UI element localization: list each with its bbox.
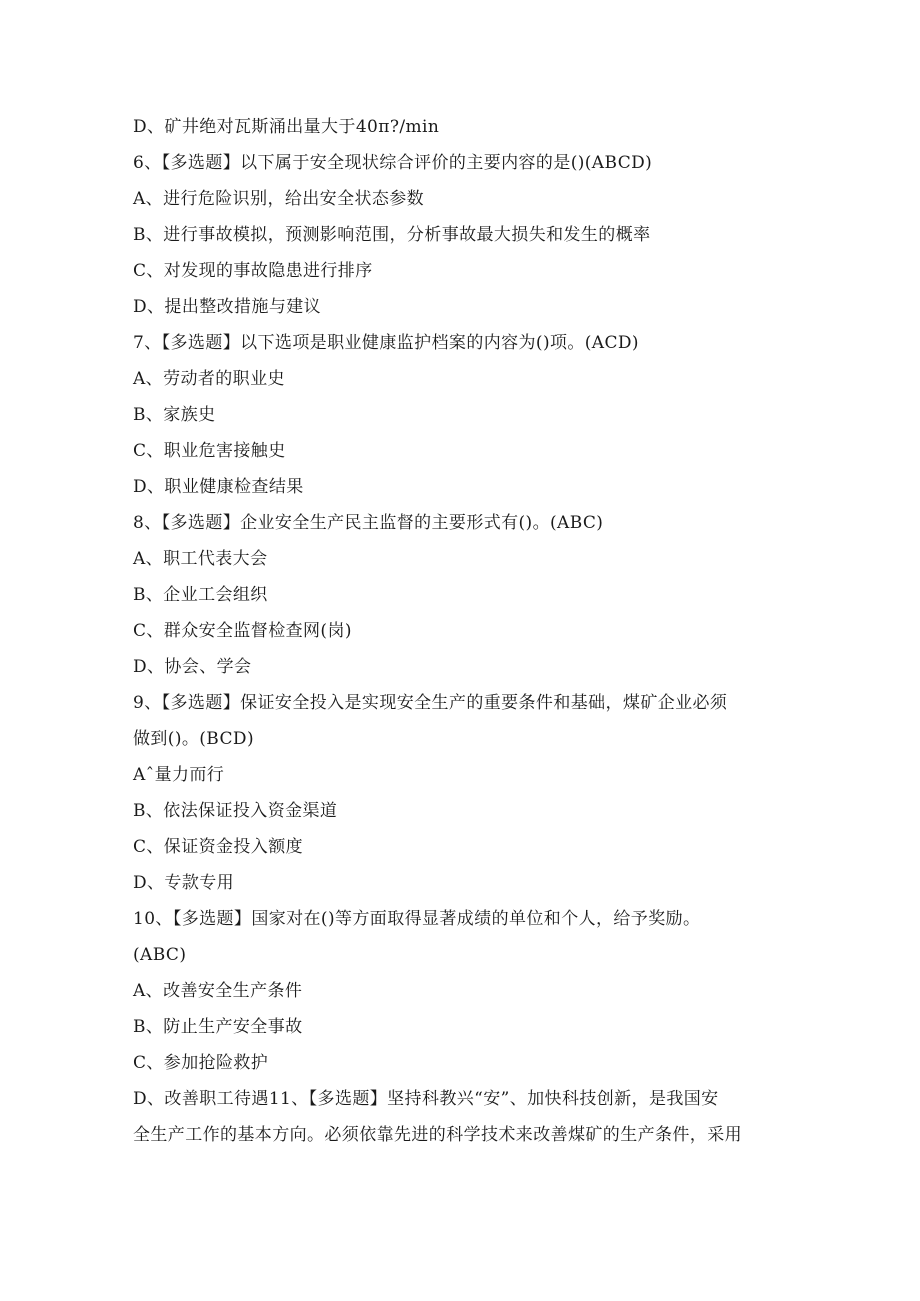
q6-option-d: D、提出整改措施与建议 bbox=[133, 297, 322, 317]
q9-option-d: D、专款专用 bbox=[133, 873, 235, 893]
q8-option-c: C、群众安全监督检查网(岗) bbox=[133, 621, 352, 641]
q9-option-a: Aˆ量力而行 bbox=[133, 765, 225, 785]
q10-option-b: B、防止生产安全事故 bbox=[133, 1017, 303, 1037]
q8-option-d: D、协会、学会 bbox=[133, 657, 252, 677]
question-11-continued: 全生产工作的基本方向。必须依靠先进的科学技术来改善煤矿的生产条件，采用 bbox=[133, 1125, 742, 1145]
text-line-1: D、矿井绝对瓦斯涌出量大于40π?/min bbox=[133, 117, 440, 137]
q7-option-a: A、劳动者的职业史 bbox=[133, 369, 285, 389]
question-7: 7、【多选题】以下选项是职业健康监护档案的内容为()项。(ACD) bbox=[133, 333, 639, 353]
q7-option-b: B、家族史 bbox=[133, 405, 216, 425]
q6-option-b: B、进行事故模拟，预测影响范围，分析事故最大损失和发生的概率 bbox=[133, 225, 651, 245]
question-9: 9、【多选题】保证安全投入是实现安全生产的重要条件和基础，煤矿企业必须 bbox=[133, 693, 728, 713]
question-9-continued: 做到()。(BCD) bbox=[133, 729, 254, 749]
q9-option-b: B、依法保证投入资金渠道 bbox=[133, 801, 338, 821]
q10-option-c: C、参加抢险救护 bbox=[133, 1053, 269, 1073]
q7-option-d: D、职业健康检查结果 bbox=[133, 477, 304, 497]
q8-option-b: B、企业工会组织 bbox=[133, 585, 268, 605]
q10-option-a: A、改善安全生产条件 bbox=[133, 981, 303, 1001]
q7-option-c: C、职业危害接触史 bbox=[133, 441, 286, 461]
question-8: 8、【多选题】企业安全生产民主监督的主要形式有()。(ABC) bbox=[133, 513, 604, 533]
q10-option-d-and-question-11: D、改善职工待遇11、【多选题】坚持科教兴“安”、加快科技创新，是我国安 bbox=[133, 1089, 719, 1109]
q8-option-a: A、职工代表大会 bbox=[133, 549, 268, 569]
question-6: 6、【多选题】以下属于安全现状综合评价的主要内容的是()(ABCD) bbox=[133, 153, 653, 173]
question-10-answer: (ABC) bbox=[133, 945, 187, 965]
q6-option-c: C、对发现的事故隐患进行排序 bbox=[133, 261, 373, 281]
q9-option-c: C、保证资金投入额度 bbox=[133, 837, 304, 857]
q6-option-a: A、进行危险识别，给出安全状态参数 bbox=[133, 189, 425, 209]
question-10: 10、【多选题】国家对在()等方面取得显著成绩的单位和个人，给予奖励。 bbox=[133, 909, 701, 929]
